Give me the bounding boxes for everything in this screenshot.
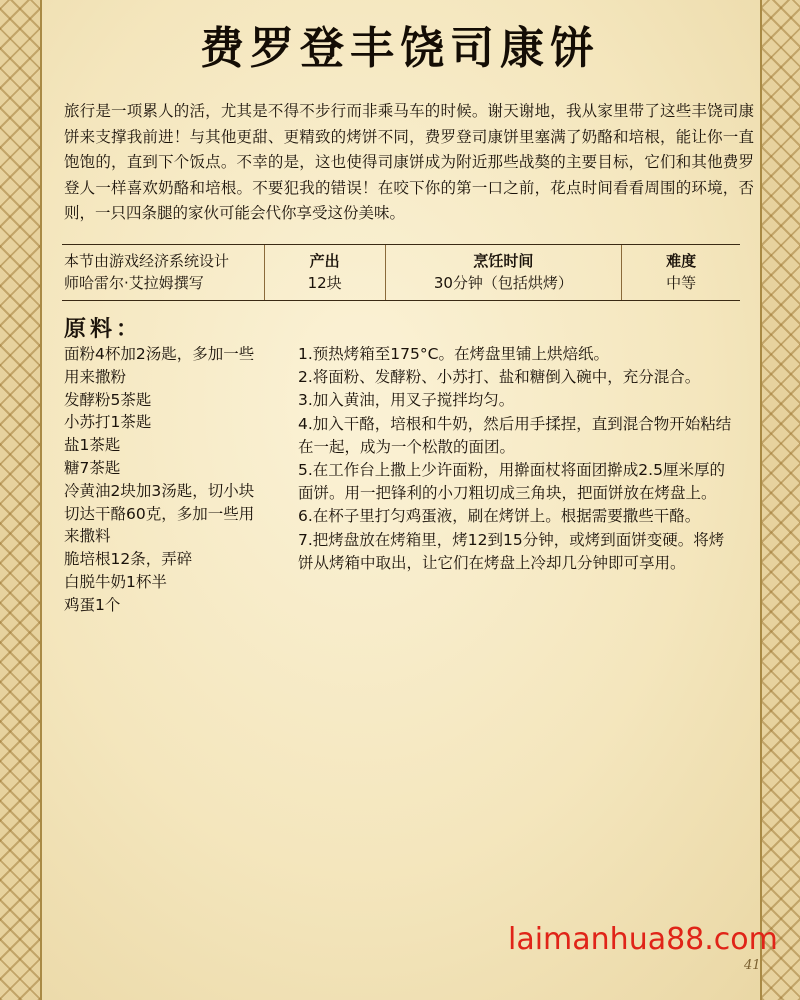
step-item: 1.预热烤箱至175°C。在烤盘里铺上烘焙纸。: [298, 345, 609, 363]
page-number: 41: [744, 958, 761, 973]
credit-cell: [62, 245, 264, 300]
cook-time-label: 烹饪时间: [473, 252, 534, 270]
ingredient-item: 发酵粉5茶匙: [64, 390, 152, 409]
difficulty-cell: [621, 245, 740, 300]
decorative-left-border: [0, 0, 42, 1000]
step-item: 5.在工作台上撒上少许面粉，用擀面杖将面团擀成2.5厘米厚的面饼。用一把锋利的小刀粗切成三角块，把面饼放在烤盘上。: [298, 461, 725, 503]
ingredient-item: 面粉4杯加2汤匙，多加一些用来撒粉: [64, 345, 255, 386]
ingredient-item: 冷黄油2块加3汤匙，切小块: [64, 481, 255, 500]
step-item: 4.加入干酪，培根和牛奶，然后用手揉捏，直到混合物开始粘结在一起，成为一个松散的面团。: [298, 414, 732, 456]
credit-line: 师哈雷尔·艾拉姆撰写: [64, 274, 204, 292]
step-item: 3.加入黄油，用叉子搅拌均匀。: [298, 391, 515, 410]
cook-time-value: 30分钟（包括烘烤）: [433, 274, 573, 292]
difficulty-label: 难度: [666, 252, 697, 270]
ingredient-item: 糖7茶匙: [64, 458, 121, 477]
ingredient-item: 白脱牛奶1杯半: [64, 572, 167, 591]
yield-label: 产出: [309, 252, 340, 270]
watermark-text: laimanhua88.com: [508, 922, 778, 957]
decorative-right-border: [760, 0, 800, 1000]
ingredient-item: 脆培根12条，弄碎: [64, 550, 193, 569]
intro-paragraph: 旅行是一项累人的活，尤其是不得不步行而非乘马车的时候。谢天谢地，我从家里带了这些丰饶司康饼来支撑我前进！与其他更甜、更精致的烤饼不同，费罗登司康饼里塞满了奶酪和培根，能让你一直饱饱的，直到下个饭点。不幸的是，这也使得司康饼成为附近那些战獒的主要目标，它们和其他费罗登人一样喜欢奶酪和培根。不要犯我的错误！在咬下你的第一口之前，花点时间看看周围的环境，否则，一只四条腿的家伙可能会代你享受这份美味。: [64, 102, 754, 222]
ingredient-item: 切达干酪60克，多加一些用来撒料: [64, 504, 255, 546]
ingredient-item: 鸡蛋1个: [64, 595, 121, 614]
ingredient-item: 小苏打1茶匙: [64, 413, 152, 432]
ingredient-item: 盐1茶匙: [64, 436, 121, 455]
step-item: 2.将面粉、发酵粉、小苏打、盐和糖倒入碗中，充分混合。: [298, 368, 701, 387]
cook-time-cell: [385, 245, 622, 300]
credit-line: 本节由游戏经济系统设计: [64, 252, 230, 270]
step-item: 6.在杯子里打匀鸡蛋液，刷在烤饼上。根据需要撒些干酪。: [298, 507, 701, 526]
yield-value: 12块: [307, 274, 342, 292]
yield-cell: [264, 245, 385, 300]
ingredients-heading: 原料：: [64, 316, 143, 342]
difficulty-value: 中等: [666, 274, 697, 292]
step-item: 7.把烤盘放在烤箱里，烤12到15分钟，或烤到面饼变硬。将烤饼从烤箱中取出，让它们在烤盘上冷却几分钟即可享用。: [298, 530, 725, 572]
page-title: 费罗登丰饶司康饼: [200, 23, 600, 74]
recipe-info-table: [62, 244, 740, 301]
steps-list: [298, 343, 738, 575]
ingredients-list: [64, 343, 264, 617]
